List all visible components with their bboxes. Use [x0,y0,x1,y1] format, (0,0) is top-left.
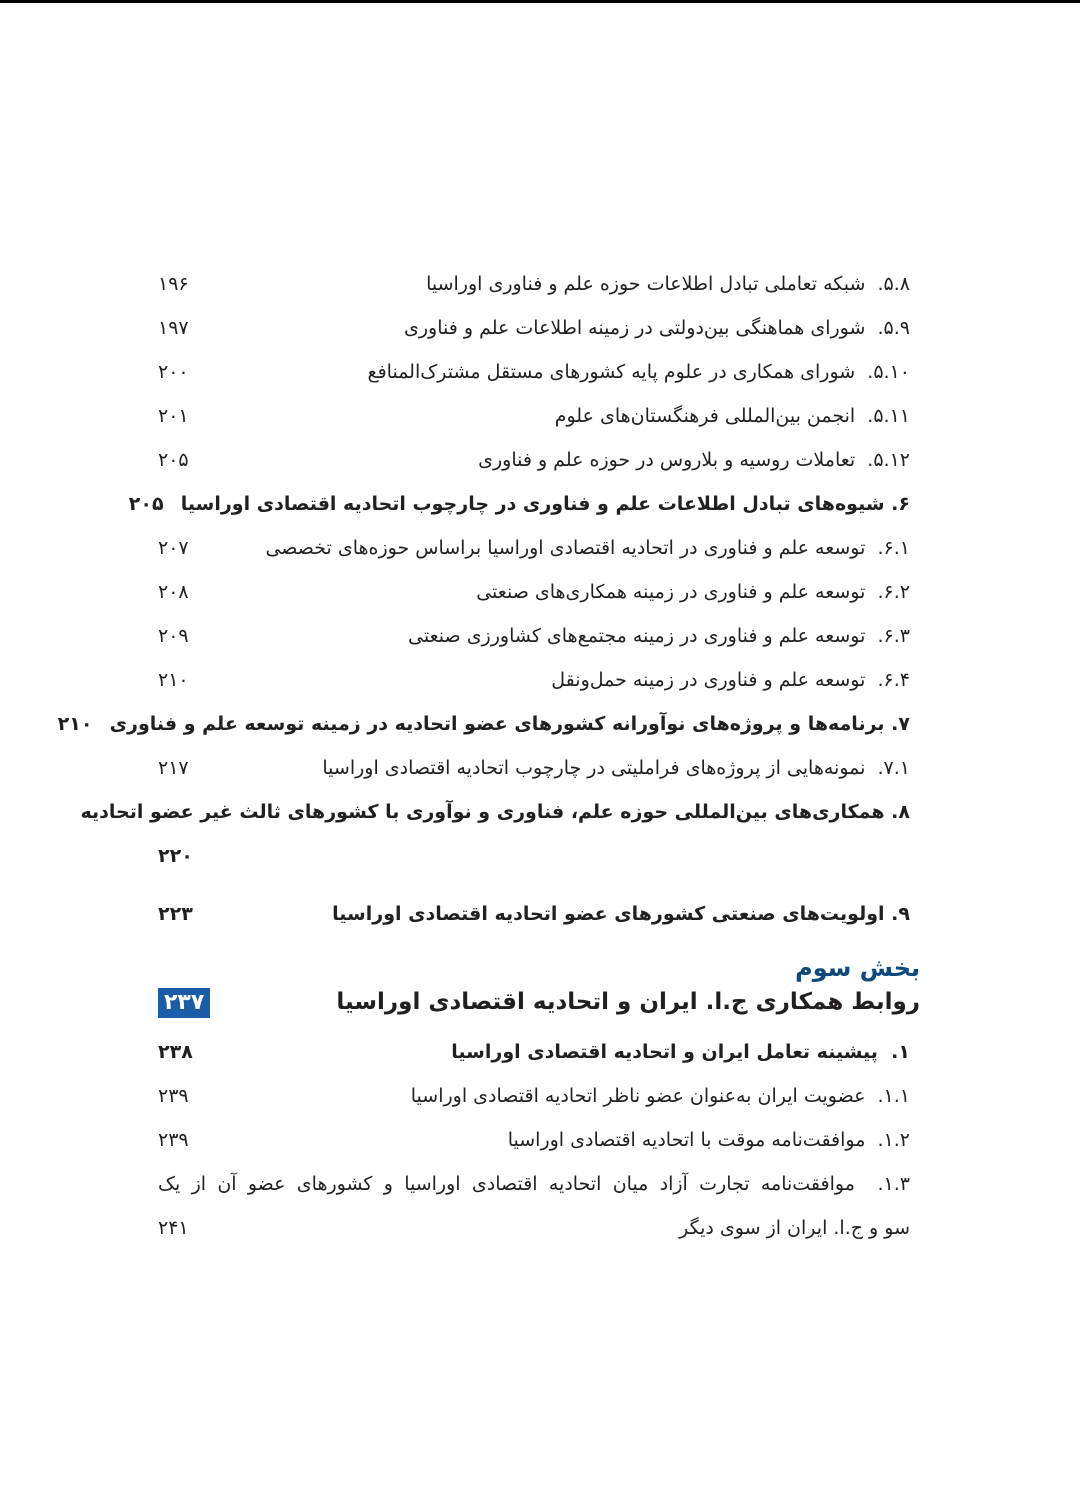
toc-entry-page: ۲۰۷ [158,537,189,559]
toc-entry-page: ۲۰۰ [158,361,189,383]
toc-chapter-entry[interactable] [128,482,910,526]
part-page-badge: ۲۳۷ [158,988,210,1018]
toc-entry-page: ۲۰۸ [158,581,189,603]
toc-entry-title: ۱.۳. موافقت‌نامه تجارت آزاد میان اتحادیه اقتصادی اوراسیا و کشورهای عضو آن از یک [158,1173,910,1195]
toc-entry-page: ۲۰۹ [158,625,189,647]
toc-entry-title: ۵.۸. شبکه تعاملی تبادل اطلاعات حوزه علم و فناوری اوراسیا [426,273,910,295]
toc-entry-page: ۱۹۶ [158,273,189,295]
screen-top-edge [0,0,1080,3]
toc-entry-title: ۶.۱. توسعه علم و فناوری در اتحادیه اقتصادی اوراسیا براساس حوزه‌های تخصصی [265,537,910,559]
toc-entry-title: ۵.۹. شورای هماهنگی بین‌دولتی در زمینه اطلاعات علم و فناوری [404,317,910,339]
toc-entry-page: ۲۳۹ [158,1129,189,1151]
toc-entry-page: ۲۱۰ [158,669,189,691]
toc-entry[interactable] [158,526,910,570]
toc-entry[interactable] [158,614,910,658]
toc-entry-page: ۲۳۹ [158,1085,189,1107]
toc-entry-page: ۲۳۸ [158,1041,193,1063]
toc-entry[interactable] [158,306,910,350]
toc-part-heading[interactable] [158,950,920,1030]
toc-entry-title: ۷. برنامه‌ها و پروژه‌های نوآورانه کشورهای عضو اتحادیه در زمینه توسعه علم و فناوری [109,713,910,735]
toc-chapter-entry[interactable] [57,702,910,746]
toc-entry[interactable] [158,746,910,790]
toc-chapter-entry[interactable] [80,790,910,878]
toc-entry[interactable] [158,1118,910,1162]
toc-entry-title: ۶.۳. توسعه علم و فناوری در زمینه مجتمع‌های کشاورزی صنعتی [408,625,910,647]
table-of-contents [57,262,920,1250]
toc-entry[interactable] [158,1074,910,1118]
toc-chapter-entry[interactable] [158,1030,910,1074]
toc-entry[interactable] [158,438,910,482]
toc-entry-page: ۲۴۱ [158,1217,189,1239]
toc-entry[interactable] [158,1162,910,1250]
toc-entry-title: ۱. پیشینه تعامل ایران و اتحادیه اقتصادی اوراسیا [451,1041,910,1063]
toc-entry-title-continued: سو و ج.ا. ایران از سوی دیگر [679,1217,910,1239]
part-title: روابط همکاری ج.ا. ایران و اتحادیه اقتصادی اوراسیا [336,989,920,1015]
toc-entry-title: ۵.۱۲. تعاملات روسیه و بلاروس در حوزه علم و فناوری [478,449,910,471]
toc-entry-title: ۶.۲. توسعه علم و فناوری در زمینه همکاری‌های صنعتی [476,581,910,603]
toc-entry-page: ۱۹۷ [158,317,189,339]
toc-entry-page: ۲۲۰ [158,845,193,867]
spacer [158,936,910,950]
toc-entry-title: ۶. شیوه‌های تبادل اطلاعات علم و فناوری در چارچوب اتحادیه اقتصادی اوراسیا [180,493,910,515]
toc-entry-title: ۵.۱۱. انجمن بین‌المللی فرهنگستان‌های علوم [554,405,910,427]
spacer [158,878,910,892]
toc-entry[interactable] [158,394,910,438]
toc-entry-page: ۲۰۱ [158,405,189,427]
toc-entry[interactable] [158,658,910,702]
toc-entry-title: ۱.۱. عضویت ایران به‌عنوان عضو ناظر اتحادیه اقتصادی اوراسیا [410,1085,910,1107]
toc-entry-title: ۱.۲. موافقت‌نامه موقت با اتحادیه اقتصادی اوراسیا [507,1129,910,1151]
toc-entry-title: ۷.۱. نمونه‌هایی از پروژه‌های فراملیتی در چارچوب اتحادیه اقتصادی اوراسیا [322,757,910,779]
part-label: بخش سوم [795,954,920,982]
toc-entry-page: ۲۰۵ [158,449,189,471]
toc-entry[interactable] [158,262,910,306]
toc-entry-title: ۸. همکاری‌های بین‌المللی حوزه علم، فناوری و نوآوری با کشورهای ثالث غیر عضو اتحادیه [80,801,910,823]
toc-entry-page: ۲۱۷ [158,757,189,779]
toc-entry[interactable] [158,570,910,614]
toc-entry-page: ۲۱۰ [57,713,93,735]
toc-entry-title: ۵.۱۰. شورای همکاری در علوم پایه کشورهای مستقل مشترک‌المنافع [367,361,910,383]
toc-entry-page: ۲۲۳ [158,903,193,925]
toc-entry-page: ۲۰۵ [128,493,164,515]
toc-entry-title: ۹. اولویت‌های صنعتی کشورهای عضو اتحادیه اقتصادی اوراسیا [332,903,910,925]
toc-entry[interactable] [158,350,910,394]
toc-entry-title: ۶.۴. توسعه علم و فناوری در زمینه حمل‌ونقل [551,669,910,691]
toc-chapter-entry[interactable] [158,892,910,936]
